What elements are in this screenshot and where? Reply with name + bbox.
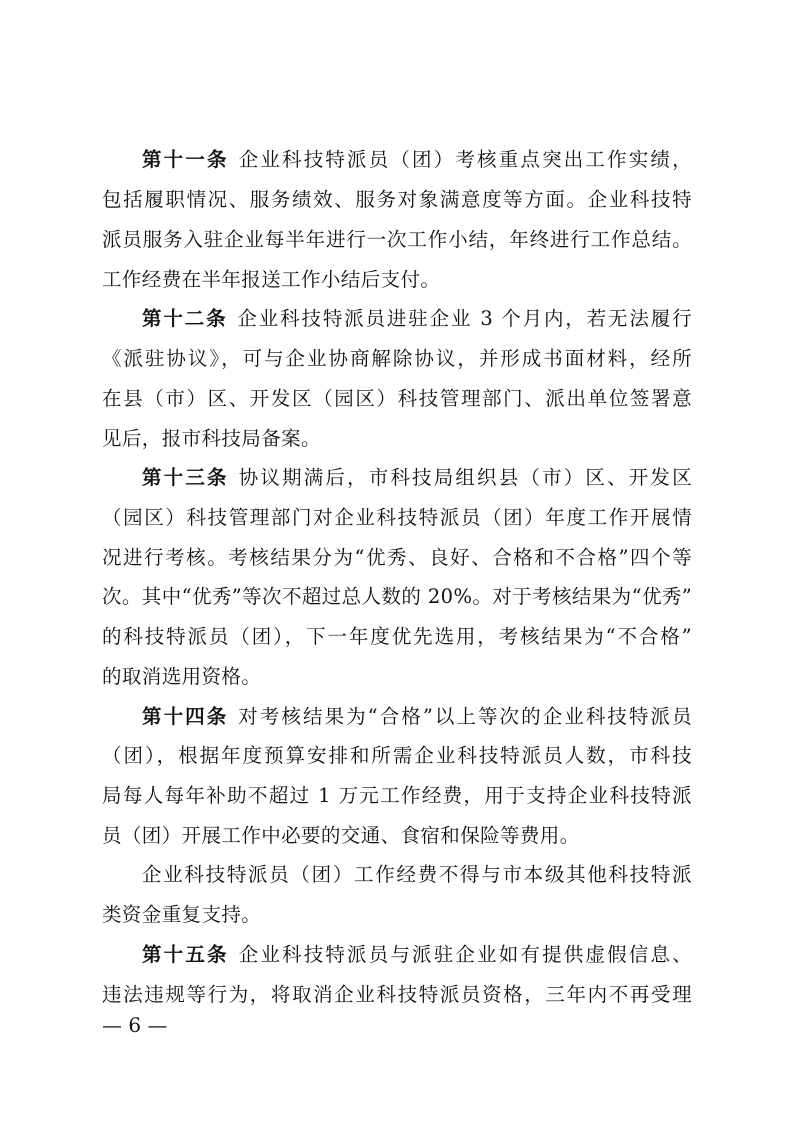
paragraph-line xyxy=(142,465,692,491)
paragraph-line: （园区）科技管理部门对企业科技特派员（团）年度工作开展情 xyxy=(102,506,692,529)
paragraph-text: 企业科技特派员进驻企业 3 个月内，若无法履行 xyxy=(237,307,692,330)
paragraph-line: 企业科技特派员（团）工作经费不得与市本级其他科技特派 xyxy=(142,863,692,886)
paragraph-line xyxy=(142,147,692,173)
paragraph-line: 工作经费在半年报送工作小结后支付。 xyxy=(102,268,441,291)
page-number: — 6 — xyxy=(102,1013,168,1037)
paragraph-line: 况进行考核。考核结果分为“优秀、良好、合格和不合格”四个等 xyxy=(102,546,692,569)
paragraph-line: 见后，报市科技局备案。 xyxy=(102,427,321,450)
paragraph-line: 《派驻协议》，可与企业协商解除协议，并形成书面材料，经所 xyxy=(102,347,692,370)
paragraph-line: （团），根据年度预算安排和所需企业科技特派员人数，市科技 xyxy=(102,744,692,767)
article-heading: 第十三条 xyxy=(142,466,229,489)
paragraph-line xyxy=(142,704,692,730)
paragraph-text: 对考核结果为“合格”以上等次的企业科技特派员 xyxy=(238,705,692,728)
paragraph-line: 类资金重复支持。 xyxy=(102,903,262,926)
paragraph-line: 包括履职情况、服务绩效、服务对象满意度等方面。企业科技特 xyxy=(102,188,692,211)
paragraph-line: 的取消选用资格。 xyxy=(102,665,262,688)
paragraph-line xyxy=(142,942,692,968)
paragraph-line: 违法违规等行为，将取消企业科技特派员资格，三年内不再受理 xyxy=(102,983,692,1006)
article-heading: 第十四条 xyxy=(142,705,229,728)
paragraph-text: 协议期满后，市科技局组织县（市）区、开发区 xyxy=(238,466,692,489)
article-heading: 第十一条 xyxy=(142,148,229,171)
paragraph-line xyxy=(142,306,692,332)
article-heading: 第十五条 xyxy=(142,943,229,966)
article-heading: 第十二条 xyxy=(142,307,228,330)
paragraph-text: 企业科技特派员（团）考核重点突出工作实绩， xyxy=(238,148,692,171)
paragraph-line: 派员服务入驻企业每半年进行一次工作小结，年终进行工作总结。 xyxy=(102,228,692,251)
paragraph-line: 员（团）开展工作中必要的交通、食宿和保险等费用。 xyxy=(102,824,580,847)
paragraph-line: 的科技特派员（团），下一年度优先选用，考核结果为“不合格” xyxy=(102,625,692,648)
paragraph-line: 局每人每年补助不超过 1 万元工作经费，用于支持企业科技特派 xyxy=(102,784,692,807)
paragraph-line: 在县（市）区、开发区（园区）科技管理部门、派出单位签署意 xyxy=(102,387,692,410)
paragraph-text: 企业科技特派员与派驻企业如有提供虚假信息、 xyxy=(238,943,692,966)
paragraph-line: 次。其中“优秀”等次不超过总人数的 20%。对于考核结果为“优秀” xyxy=(102,585,693,608)
